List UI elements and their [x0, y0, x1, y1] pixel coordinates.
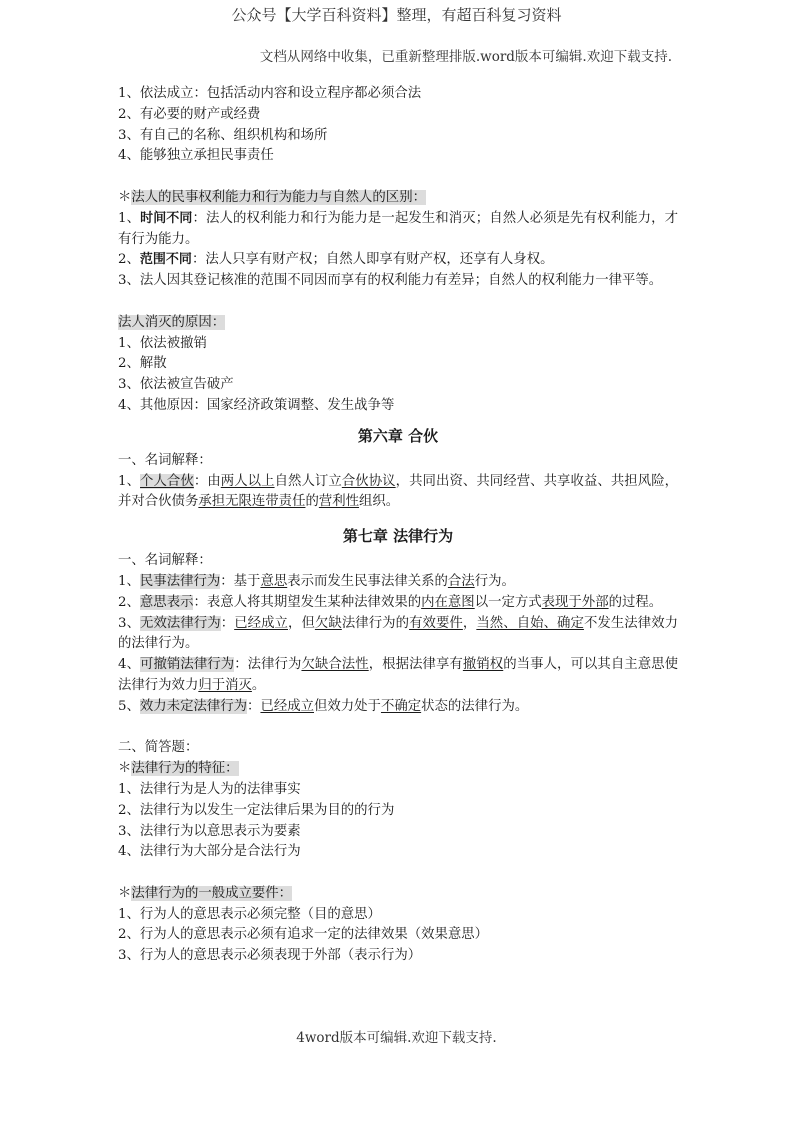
term-definition: 1、民事法律行为：基于意思表示而发生民事法律关系的合法行为。: [118, 573, 515, 589]
subsection-heading: 二、简答题：: [118, 740, 199, 756]
list-item: 1、依法成立：包括活动内容和设立程序都必须合法: [118, 86, 422, 101]
list-item: 3、行为人的意思表示必须表现于外部（表示行为）: [118, 948, 422, 964]
list-item: 4、能够独立承担民事责任: [118, 148, 274, 164]
section-title: ＊法人的民事权利能力和行为能力与自然人的区别：: [118, 189, 426, 205]
list-item: 2、范围不同：法人只享有财产权；自然人即享有财产权，还享有人身权。: [118, 252, 554, 268]
list-item: 1、依法被撤销: [118, 335, 207, 351]
section-title: ＊法律行为的一般成立要件：: [118, 885, 293, 901]
list-item: 3、法律行为以意思表示为要素: [118, 823, 301, 839]
subsection-heading: 一、名词解释：: [118, 452, 212, 468]
list-item: 2、有必要的财产或经费: [118, 106, 261, 122]
list-item: 4、法律行为大部分是合法行为: [118, 844, 301, 860]
chapter-title: 第七章 法律行为: [342, 527, 454, 546]
term-definition: 5、效力未定法律行为：已经成立但效力处于不确定状态的法律行为。: [118, 698, 529, 714]
list-item: 2、行为人的意思表示必须有追求一定的法律效果（效果意思）: [118, 927, 489, 943]
term-definition: 2、意思表示：表意人将其期望发生某种法律效果的内在意图以一定方式表现于外部的过程。: [118, 594, 663, 610]
subsection-heading: 一、名词解释：: [118, 553, 212, 569]
sub-header: 文档从网络中收集，已重新整理排版.word版本可编辑.欢迎下载支持.: [259, 49, 672, 65]
chapter-title: 第六章 合伙: [357, 426, 439, 445]
list-item: 2、法律行为以发生一定法律后果为目的的行为: [118, 802, 395, 818]
list-item: 3、依法被宣告破产: [118, 377, 234, 393]
list-item: 3、法人因其登记核准的范围不同因而享有的权利能力有差异；自然人的权利能力一律平等。: [118, 273, 663, 289]
list-item: 1、行为人的意思表示必须完整（目的意思）: [118, 906, 381, 922]
bullet-icon: ＊: [118, 189, 132, 205]
list-item: 1、时间不同：法人的权利能力和行为能力是一起发生和消灭；自然人必须是先有权利能力，才有行为能力。: [118, 210, 678, 247]
list-item: 2、解散: [118, 356, 167, 372]
page-header: 公众号【大学百科资料】整理，有超百科复习资料: [231, 6, 562, 24]
bullet-icon: ＊: [118, 885, 132, 901]
list-item: 3、有自己的名称、组织机构和场所: [118, 127, 328, 143]
term-definition: 1、个人合伙：由两人以上自然人订立合伙协议，共同出资、共同经营、共享收益、共担风险，并对合伙债务承担无限连带责任的营利性组织。: [118, 473, 679, 510]
section-title: ＊法律行为的特征：: [118, 761, 239, 777]
list-item: 1、法律行为是人为的法律事实: [118, 781, 301, 797]
document-body: [118, 84, 678, 967]
list-item: 4、其他原因：国家经济政策调整、发生战争等: [118, 397, 395, 413]
section-title: 法人消灭的原因：: [118, 314, 226, 330]
term-definition: 3、无效法律行为：已经成立，但欠缺法律行为的有效要件，当然、自始、确定不发生法律效力的法律行为。: [118, 615, 679, 652]
term-definition: 4、可撤销法律行为：法律行为欠缺合法性，根据法律享有撤销权的当事人，可以其自主意思使法律行为效力归于消灭。: [118, 657, 679, 693]
bullet-icon: ＊: [118, 761, 132, 777]
page-footer: 4word版本可编辑.欢迎下载支持.: [296, 1030, 497, 1046]
